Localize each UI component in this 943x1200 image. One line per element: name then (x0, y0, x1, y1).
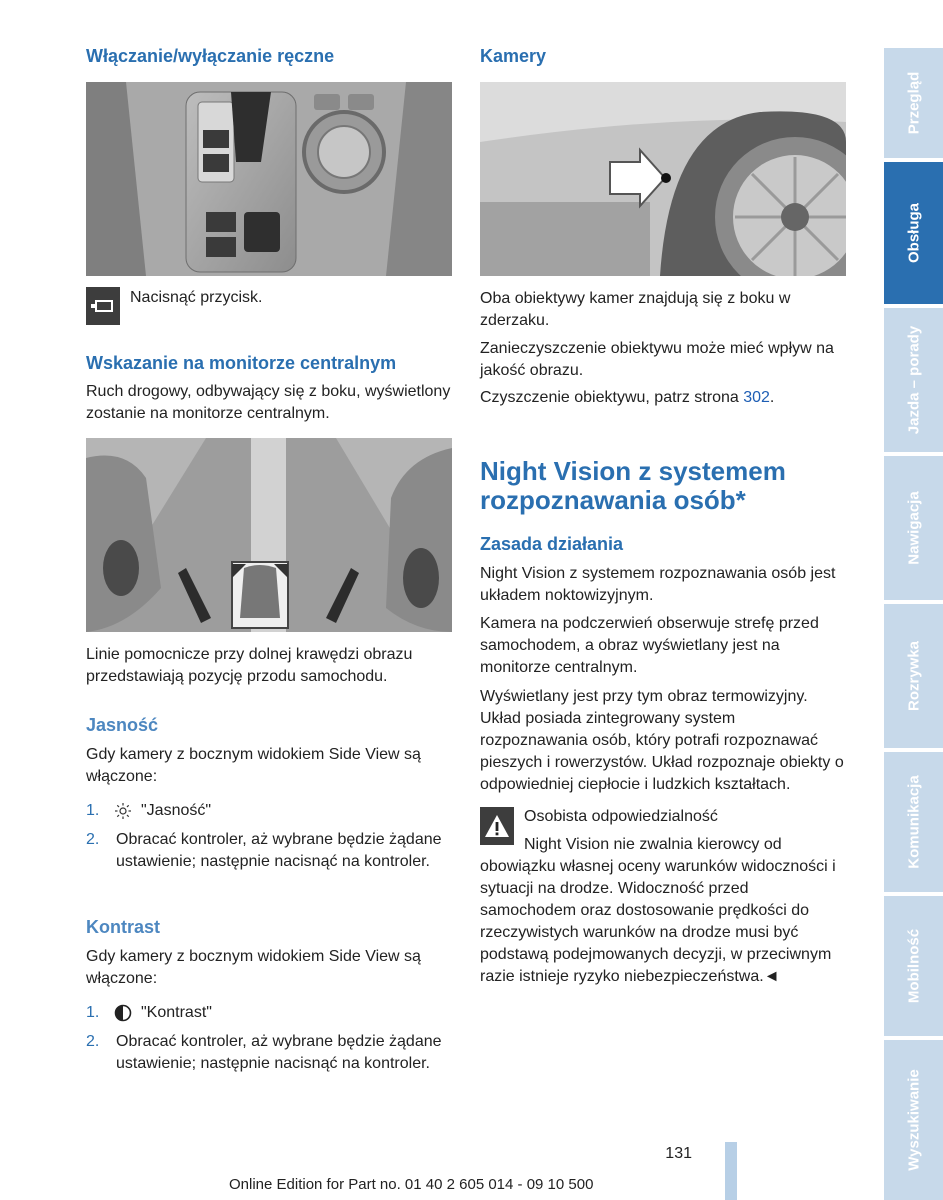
tab-label-jazda-porady: Jazda – porady (905, 325, 922, 435)
tab-label-mobilnosc: Mobilność (905, 928, 922, 1004)
brightness-step-1-num: 1. (86, 802, 100, 819)
tab-label-nawigacja: Nawigacja (905, 491, 922, 565)
heading-principle: Zasada działania (480, 534, 624, 554)
side-view-camera-icon (86, 287, 120, 325)
brightness-intro: Gdy kamery z bocznym widokiem Side View są włączone: (86, 746, 421, 785)
cameras-p2: Zanieczyszczenie obiektywu może mieć wpływ na jakość obrazu. (480, 340, 834, 379)
brightness-step-2-num: 2. (86, 831, 100, 848)
cameras-p3 (480, 387, 846, 409)
heading-brightness: Jasność (86, 715, 159, 735)
page-marker-bar (725, 1142, 737, 1200)
guides-text: Linie pomocnicze przy dolnej krawędzi obrazu przedstawiają pozycję przodu samochodu. (86, 646, 413, 685)
bumper-camera-image (480, 82, 846, 276)
heading-cameras: Kamery (480, 46, 547, 66)
tab-jazda-porady[interactable] (884, 308, 943, 452)
heading-night-vision: Night Vision z systemem rozpoznawania osób* (480, 456, 786, 515)
contrast-icon (114, 1004, 132, 1022)
warning-text: Night Vision nie zwalnia kierowcy od obowiązku własnej oceny warunków widoczności i sytuacji na drodze. Widoczność przed samochodem oraz dostosowanie prędkości do rzeczywistych warunków na drodze musi być podstawą podejmowanych decyzji, w przeciwnym razie istnieje ryzyko niebezpieczeństwa.◄ (480, 836, 836, 985)
cameras-p1: Oba obiektywy kamer znajdują się z boku w zderzaku. (480, 290, 791, 329)
tab-obsluga[interactable] (884, 162, 943, 304)
page-number: 131 (665, 1145, 692, 1162)
cameras-p3-prefix: Czyszczenie obiektywu, patrz strona (480, 389, 744, 406)
tab-przeglad[interactable] (884, 48, 943, 158)
tab-label-obsluga: Obsługa (905, 202, 922, 264)
tab-wyszukiwanie[interactable] (884, 1040, 943, 1200)
contrast-step-1-num: 1. (86, 1004, 100, 1021)
tab-mobilnosc[interactable] (884, 896, 943, 1036)
tab-label-komunikacja: Komunikacja (905, 775, 922, 869)
monitor-image (86, 438, 452, 632)
footer-text: Online Edition for Part no. 01 40 2 605 014 - 09 10 500 (229, 1176, 594, 1193)
tab-nawigacja[interactable] (884, 456, 943, 600)
tab-label-rozrywka: Rozrywka (905, 640, 922, 712)
press-button-text: Nacisnąć przycisk. (130, 289, 263, 306)
tab-komunikacja[interactable] (884, 752, 943, 892)
contrast-step-2-text: Obracać kontroler, aż wybrane będzie żądane ustawienie; następnie nacisnąć na kontroler. (116, 1033, 442, 1072)
contrast-step-1-text: "Kontrast" (141, 1004, 212, 1021)
monitor-text: Ruch drogowy, odbywający się z boku, wyświetlony zostanie na monitorze centralnym. (86, 383, 451, 422)
cameras-p3-suffix: . (769, 389, 775, 406)
heading-monitor: Wskazanie na monitorze centralnym (86, 353, 397, 373)
warning-title: Osobista odpowiedzialność (524, 808, 718, 825)
sun-icon (114, 802, 132, 820)
contrast-step-2-num: 2. (86, 1033, 100, 1050)
tab-rozrywka[interactable] (884, 604, 943, 748)
night-p1: Night Vision z systemem rozpoznawania osób jest układem noktowizyjnym. (480, 565, 836, 604)
tab-label-przeglad: Przegląd (905, 71, 922, 135)
night-p2: Kamera na podczerwień obserwuje strefę przed samochodem, a obraz wyświetlany jest na monitorze centralnym. (480, 615, 819, 676)
contrast-intro: Gdy kamery z bocznym widokiem Side View są włączone: (86, 948, 421, 987)
tab-label-wyszukiwanie: Wyszukiwanie (905, 1069, 922, 1171)
brightness-step-1-text: "Jasność" (141, 802, 212, 819)
page-link-302[interactable]: 302 (743, 389, 770, 406)
console-image (86, 82, 452, 276)
heading-manual: Włączanie/wyłączanie ręczne (86, 46, 335, 66)
night-p3: Wyświetlany jest przy tym obraz termowizyjny. Układ posiada zintegrowany system rozpoznawania osób, który potrafi rozpoznawać pieszych i rowerzystów. Układ rozpoznaje obiekty o odpowiedniej ciepłocie i ludzkich kształtach. (480, 688, 844, 793)
heading-contrast: Kontrast (86, 917, 161, 937)
brightness-step-2-text: Obracać kontroler, aż wybrane będzie żądane ustawienie; następnie nacisnąć na kontroler. (116, 831, 442, 870)
